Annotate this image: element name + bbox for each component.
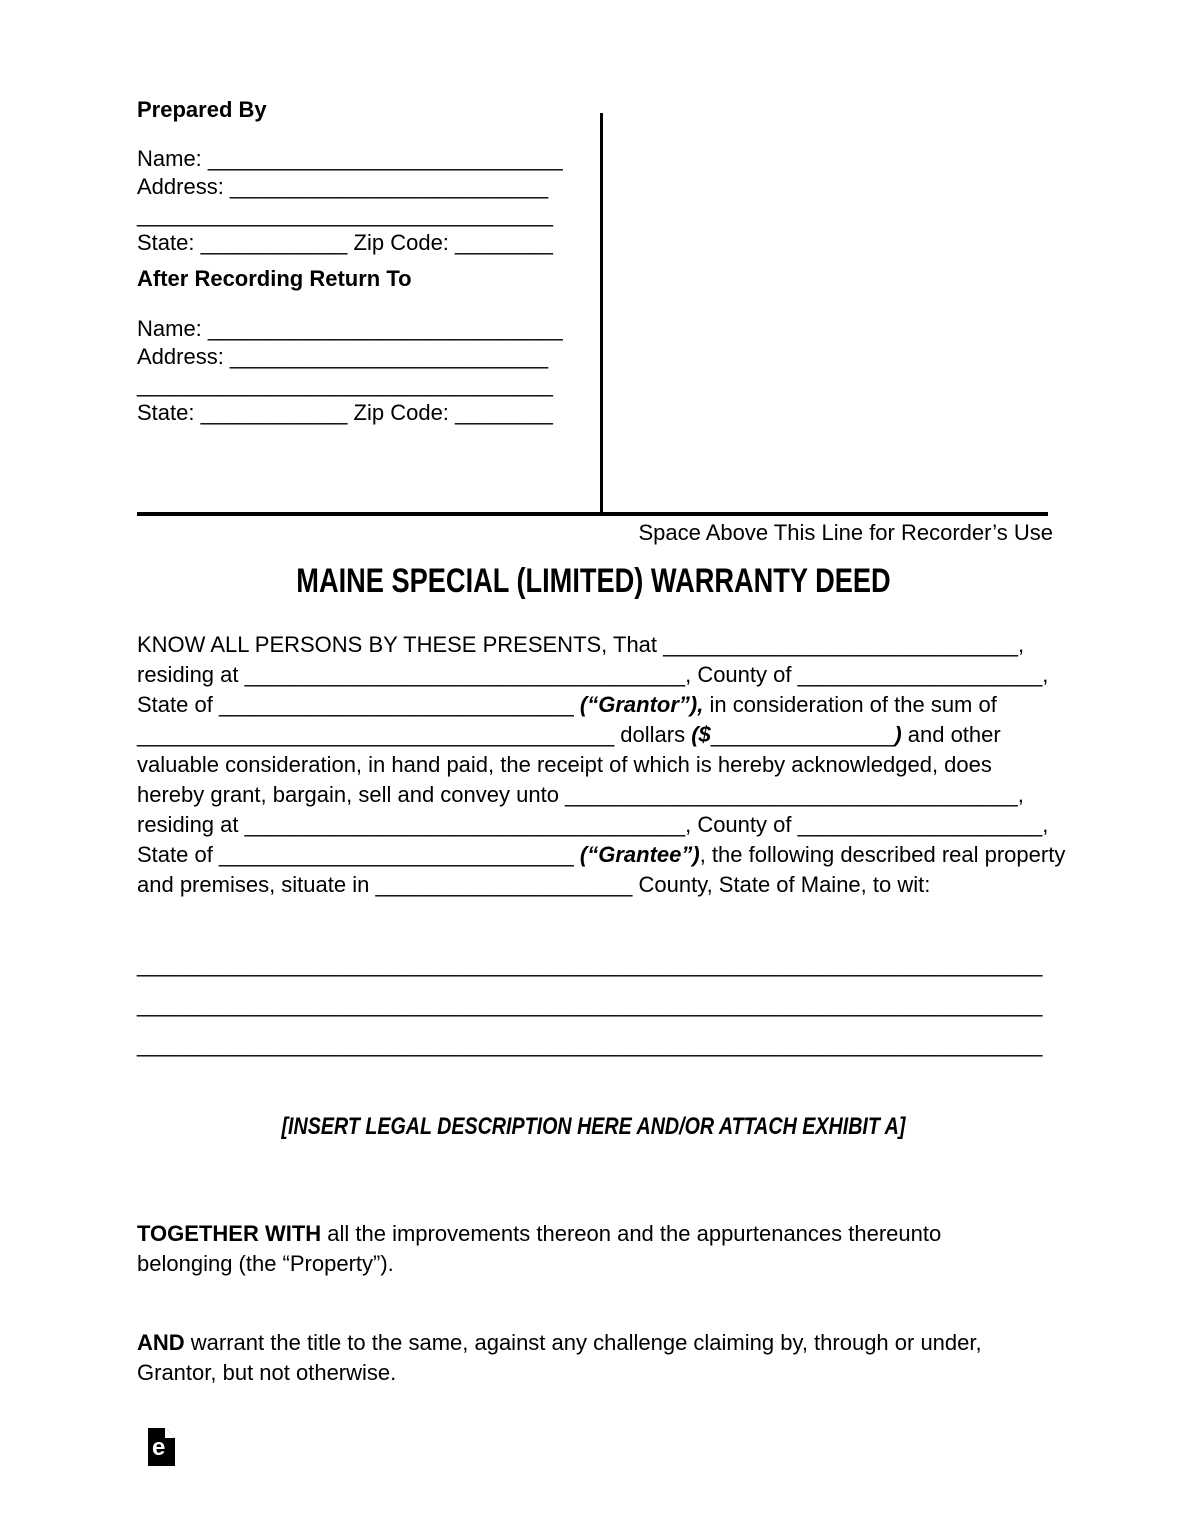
prepared-by-heading: Prepared By	[137, 97, 267, 122]
text-line: State: ____________ Zip Code: ________	[137, 230, 553, 255]
text-line: __________________________________________________________________________	[137, 952, 1043, 977]
text-line: Name: _____________________________	[137, 146, 563, 171]
text-line: Address: __________________________	[137, 174, 549, 199]
text-line: __________________________________________________________________________	[137, 992, 1043, 1017]
recorder-use-caption: Space Above This Line for Recorder’s Use	[638, 520, 1053, 545]
page-title	[0, 561, 1187, 601]
text-line: _______________________________________ dollars ($_______________) and other	[137, 722, 1001, 747]
legal-description-blank-lines	[137, 945, 1067, 1065]
text-line: Address: __________________________	[137, 344, 549, 369]
divider-horizontal	[137, 512, 1048, 516]
eforms-logo	[148, 1428, 175, 1466]
text-line: residing at ____________________________________, County of ____________________,	[137, 812, 1049, 837]
legal-description-placeholder-text: [INSERT LEGAL DESCRIPTION HERE AND/OR ATTACH EXHIBIT A]	[281, 1113, 906, 1140]
together-with-paragraph	[137, 1219, 1067, 1279]
text-line: TOGETHER WITH all the improvements thereon and the appurtenances thereunto	[137, 1221, 942, 1246]
text-line: hereby grant, bargain, sell and convey unto _____________________________________,	[137, 782, 1024, 807]
divider-vertical	[600, 113, 603, 513]
text-line: KNOW ALL PERSONS BY THESE PRESENTS, That _____________________________,	[137, 632, 1025, 657]
page-title-text: MAINE SPECIAL (LIMITED) WARRANTY DEED	[296, 562, 891, 600]
text-line: belonging (the “Property”).	[137, 1251, 394, 1276]
text-line: AND warrant the title to the same, against any challenge claiming by, through or under,	[137, 1330, 982, 1355]
text-line: __________________________________	[137, 372, 554, 397]
text-line: __________________________________	[137, 202, 554, 227]
legal-description-placeholder	[0, 1110, 1187, 1144]
text-line: State of _____________________________ (“Grantor”), in consideration of the sum of	[137, 692, 997, 717]
text-line: Grantor, but not otherwise.	[137, 1360, 397, 1385]
text-line: and premises, situate in _____________________ County, State of Maine, to wit:	[137, 872, 931, 897]
return-to-fields	[137, 315, 563, 427]
text-line: valuable consideration, in hand paid, the receipt of which is hereby acknowledged, does	[137, 752, 992, 777]
eforms-logo-icon	[148, 1428, 175, 1466]
return-to-heading: After Recording Return To	[137, 266, 412, 291]
text-line: residing at ____________________________________, County of ____________________,	[137, 662, 1049, 687]
deed-paragraph	[137, 630, 1067, 900]
warranty-paragraph	[137, 1328, 1067, 1388]
text-line: Name: _____________________________	[137, 316, 563, 341]
text-line: __________________________________________________________________________	[137, 1032, 1043, 1057]
text-line: State of _____________________________ (“Grantee”), the following described real property	[137, 842, 1066, 867]
prepared-by-fields	[137, 145, 563, 257]
text-line: State: ____________ Zip Code: ________	[137, 400, 553, 425]
eforms-logo-letter: e	[152, 1434, 166, 1461]
